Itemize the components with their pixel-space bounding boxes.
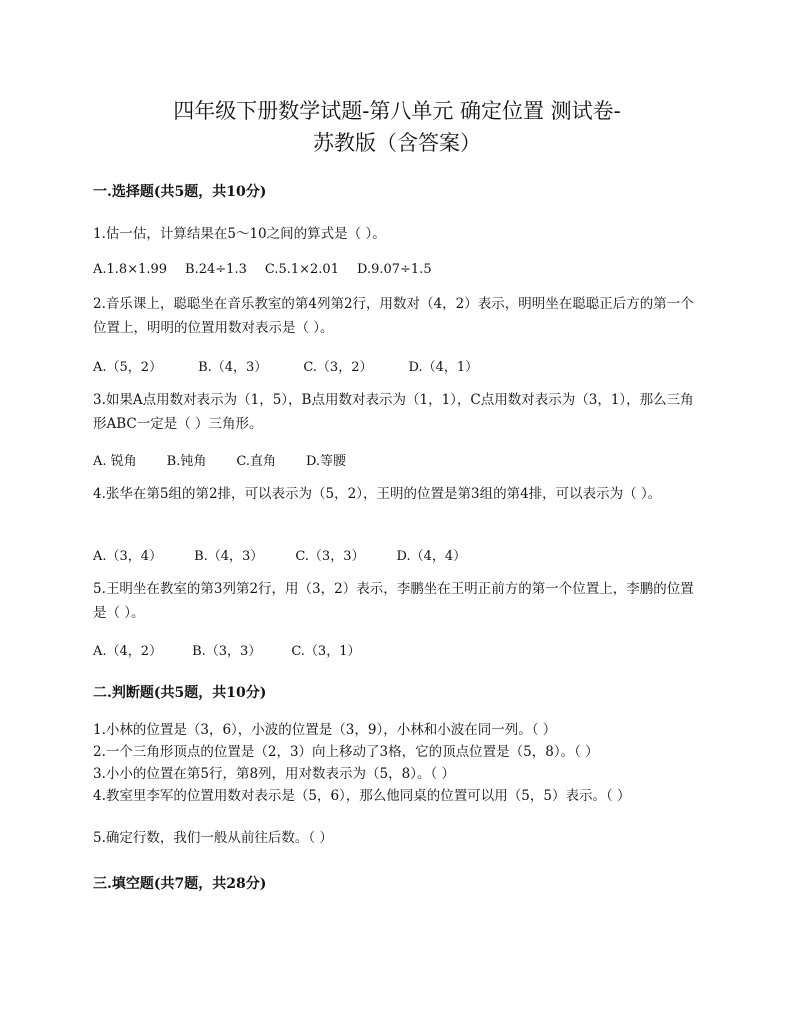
judge-item-3: 3.小小的位置在第5行，第8列，用对数表示为（5，8）。（ ）	[93, 766, 456, 782]
choice-options-2	[93, 356, 514, 375]
option-b: B.（3，3）	[192, 644, 262, 659]
option-b: B.24÷1.3	[185, 262, 247, 277]
option-d: D.等腰	[305, 454, 347, 469]
option-c: C.5.1×2.01	[264, 262, 339, 277]
option-a: A.（4，2）	[93, 644, 163, 659]
option-b: B.（4，3）	[194, 549, 264, 564]
option-a: A.（5，2）	[93, 360, 163, 375]
choice-options-3	[93, 450, 376, 469]
choice-options-4	[93, 545, 498, 564]
choice-question-3: 3.如果A点用数对表示为（1，5），B点用数对表示为（1，1），C点用数对表示为（3，1），那么三角形ABC一定是（ ）三角形。	[93, 392, 694, 432]
option-a: A.（3，4）	[93, 549, 163, 564]
option-d: D.（4，4）	[396, 549, 467, 564]
option-a: A.1.8×1.99	[93, 262, 168, 277]
choice-question-2: 2.音乐课上，聪聪坐在音乐教室的第4列第2行，用数对（4，2）表示，明明坐在聪聪正后方的第一个位置上，明明的位置用数对表示是（ ）。	[93, 296, 694, 336]
choice-question-4: 4.张华在第5组的第2排，可以表示为（5，2），王明的位置是第3组的第4排，可以表示为（ ）。	[93, 486, 662, 502]
option-c: C.（3，3）	[295, 549, 365, 564]
judge-item-1: 1.小林的位置是（3，6），小波的位置是（3，9），小林和小波在同一列。（ ）	[93, 722, 557, 738]
judge-item-5: 5.确定行数，我们一般从前往后数。（ ）	[93, 830, 333, 846]
choice-question-1: 1.估一估，计算结果在5～10之间的算式是（ ）。	[93, 226, 386, 242]
option-c: C.（3，2）	[303, 360, 373, 375]
option-c: C.直角	[236, 454, 276, 469]
judge-item-2: 2.一个三角形顶点的位置是（2，3）向上移动了3格，它的顶点位置是（5，8）。（ ）	[93, 744, 599, 760]
choice-options-5	[93, 640, 390, 659]
judge-item-4: 4.教室里李军的位置用数对表示是（5，6），那么他同桌的位置可以用（5，5）表示。（ ）	[93, 788, 631, 804]
section-fill-heading: 三.填空题(共7题，共28分)	[93, 876, 267, 892]
choice-question-5: 5.王明坐在教室的第3列第2行，用（3，2）表示，李鹏坐在王明正前方的第一个位置上，李鹏的位置是（ ）。	[93, 581, 694, 621]
option-b: B.（4，3）	[198, 360, 268, 375]
option-d: D.（4，1）	[408, 360, 479, 375]
option-c: C.（3，1）	[291, 644, 361, 659]
page-title-line1: 四年级下册数学试题-第八单元 确定位置 测试卷-	[173, 99, 621, 123]
page-title-line2: 苏教版（含答案）	[313, 131, 481, 155]
option-b: B.钝角	[166, 454, 207, 469]
section-choice-heading: 一.选择题(共5题，共10分)	[93, 184, 267, 200]
section-judge-heading: 二.判断题(共5题，共10分)	[93, 685, 267, 701]
option-d: D.9.07÷1.5	[356, 262, 432, 277]
option-a: A. 锐角	[93, 454, 137, 469]
choice-options-1	[93, 262, 450, 277]
